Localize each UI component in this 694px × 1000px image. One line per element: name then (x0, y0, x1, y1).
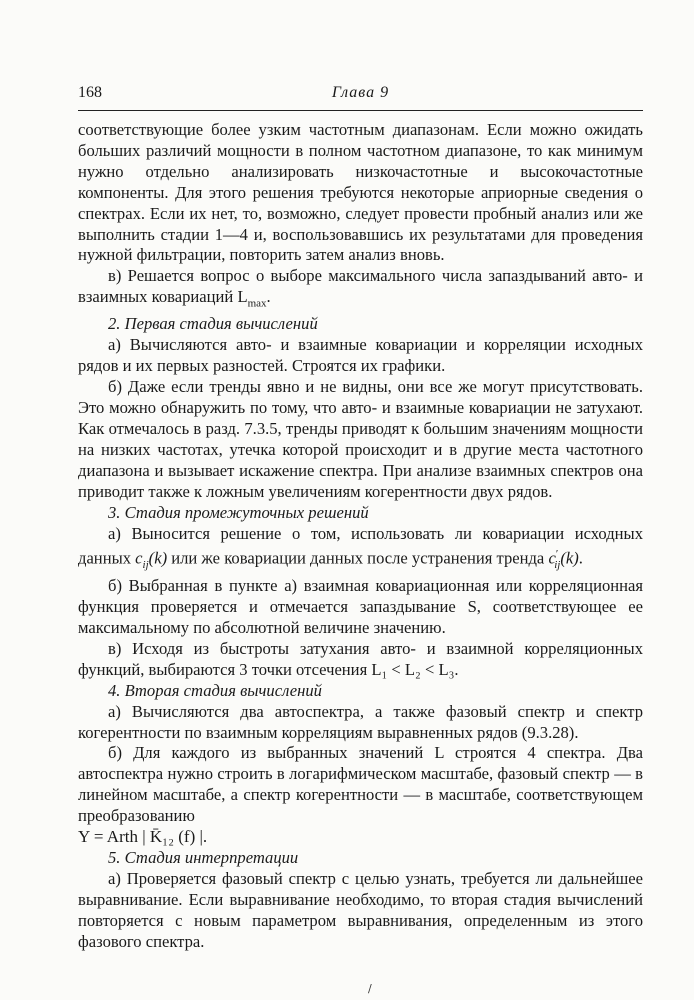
paragraph-covariance-choice (78, 524, 643, 577)
running-head: Глава 9 (331, 84, 390, 101)
paragraph-text: или же ковариации данных после устранения тренда (167, 548, 549, 568)
formula: Y = Arth | K̄₁₂ (f) |. (78, 827, 208, 847)
section-heading: 3. Стадия промежуточных решений (108, 502, 369, 522)
superscript: ′ (555, 548, 559, 561)
page-number: 168 (78, 84, 102, 101)
paragraph: в) Исходя из быстроты затухания авто- и взаимной корреляционных функций, выбираются 3 точки отсечения L₁ < L₂ < L₃. (78, 638, 643, 679)
symbol: c (135, 548, 143, 568)
page-header (78, 84, 643, 108)
footer-mark: / (368, 982, 372, 995)
subscript: ij (142, 559, 149, 572)
paragraph: а) Вычисляются два автоспектра, а также фазовый спектр и спектр когерентности по взаимным корреляциям выравненных рядов (9.3.28). (78, 701, 643, 742)
paragraph-max-lags (78, 266, 643, 314)
paragraph: а) Вычисляются авто- и взаимные ковариации и корреляции исходных рядов и их первых разностей. Строятся их графики. (78, 335, 643, 376)
punctuation: . (578, 548, 583, 568)
paragraph: соответствующие более узким частотным диапазонам. Если можно ожидать больших различий мощности в полном частотном диапазоне, то как минимум нужно отдельно анализировать низкочастотные и высокочастотные компоненты. Для этого решения требуются некоторые априорные сведения о спектрах. Если их нет, то, возможно, следует провести пробный анализ или же выполнить стадии 1—4 и, воспользовавшись их результатами для проведения нужной фильтрации, повторить затем анализ вновь. (78, 120, 643, 265)
paragraph: б) Для каждого из выбранных значений L строятся 4 спектра. Два автоспектра нужно строить в логарифмическом масштабе, фазовый спектр — в линейном масштабе, а спектр когерентности — в масштабе, соответствующем преобразованию (78, 743, 643, 826)
section-heading: 2. Первая стадия вычислений (108, 314, 318, 334)
paragraph: б) Даже если тренды явно и не видны, они все же могут присутствовать. Это можно обнаружить по тому, что авто- и взаимные ковариации не затухают. Как отмечалось в разд. 7.3.5, тренды приводят к большим значениям мощности на низких частотах, утечка которой происходит и в другие места частотного диапазона и вызывает искажение спектра. При анализе взаимных спектров она приводит также к ложным увеличениям когерентности двух рядов. (78, 377, 643, 501)
symbol-argument: (k) (560, 548, 579, 568)
paragraph-text: а) Выносится решение о том, использовать ли ковариации исходных данных (78, 523, 643, 568)
paragraph: б) Выбранная в пункте а) взаимная ковариационная или корреляционная функция проверяется и отмечается запаздывание S, соответствующее ее максимальному по абсолютной величине значению. (78, 576, 643, 637)
paragraph: а) Проверяется фазовый спектр с целью узнать, требуется ли дальнейшее выравнивание. Если выравнивание необходимо, то вторая стадия вычислений повторяется с новым параметром выравнивания, определенным из этого фазового спектра. (78, 868, 643, 951)
section-heading: 5. Стадия интерпретации (108, 847, 299, 867)
symbol-argument: (k) (148, 548, 168, 568)
header-rule (78, 110, 643, 111)
section-heading: 4. Вторая стадия вычислений (108, 680, 322, 700)
punctuation: . (266, 287, 271, 307)
paragraph-text: в) Решается вопрос о выборе максимального числа запаздываний авто- и взаимных ковариаций L (78, 266, 643, 307)
page-body (78, 120, 643, 953)
subscript: ij (554, 559, 561, 572)
subscript: max (247, 297, 267, 310)
symbol: c (548, 548, 556, 568)
